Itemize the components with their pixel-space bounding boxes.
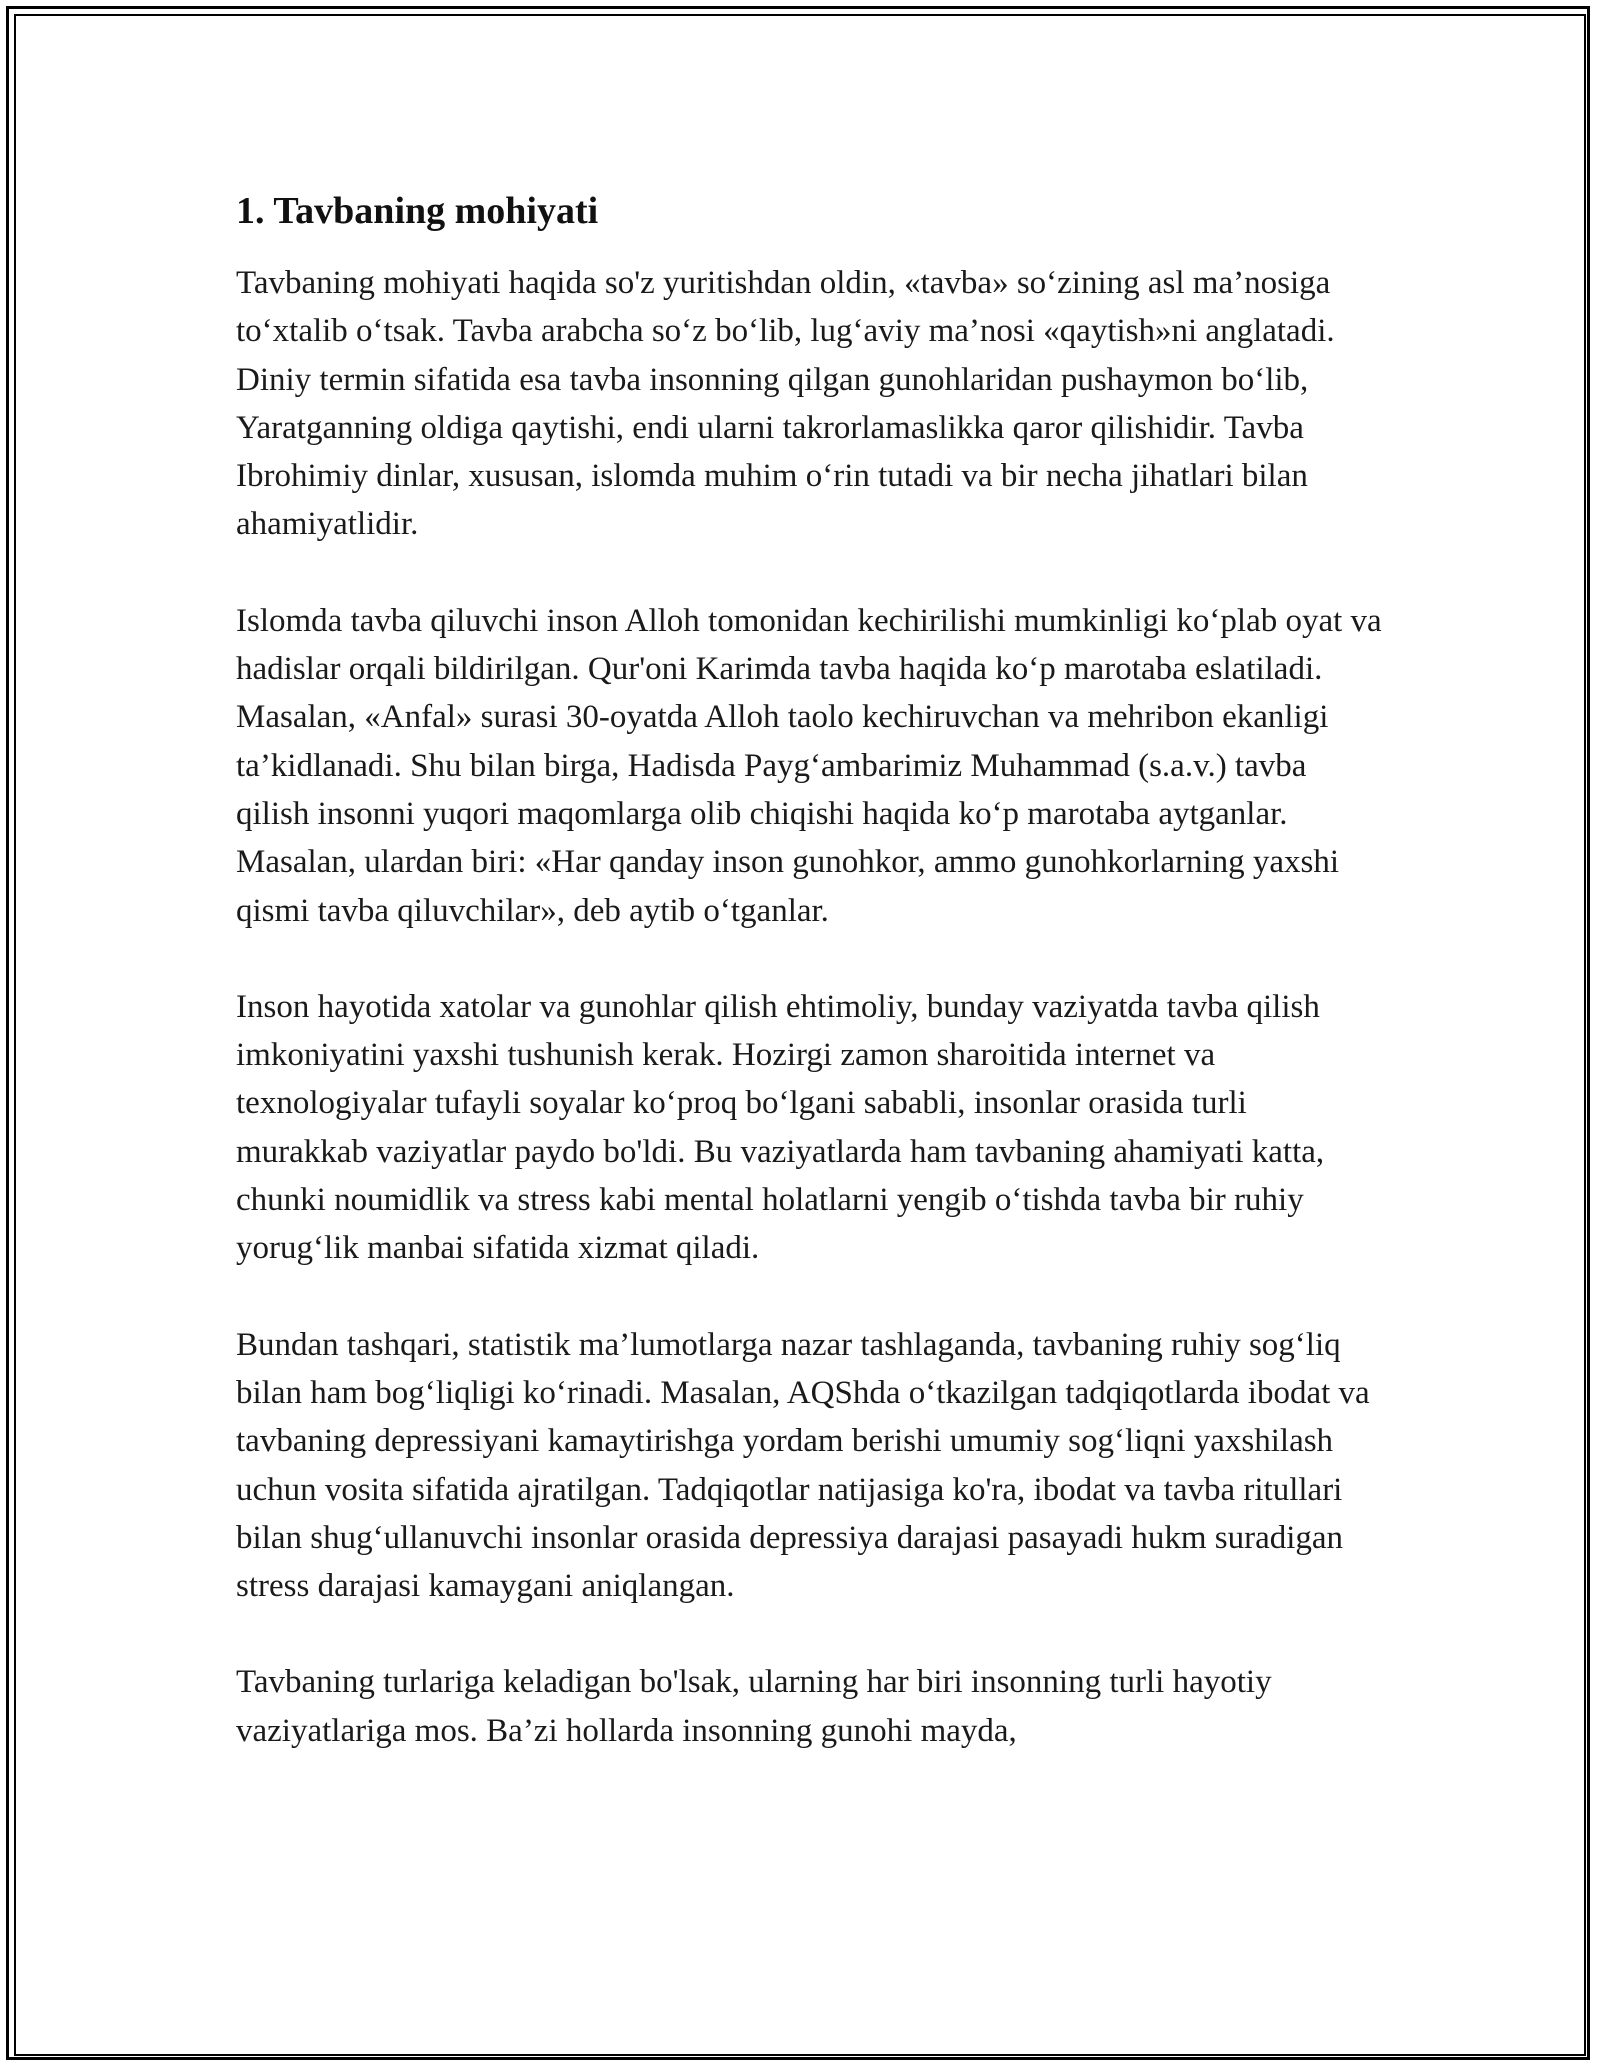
paragraph-2: Islomda tavba qiluvchi inson Alloh tomonidan kechirilishi mumkinligi ko‘plab oyat va hadislar orqali bildirilgan. Qur'oni Karimda tavba haqida ko‘p marotaba eslatiladi. Masalan, «Anfal» surasi 30-oyatda Alloh taolo kechiruvchan va mehribon ekanligi ta’kidlanadi. Shu bilan birga, Hadisda Payg‘ambarimiz Muhammad (s.a.v.) tavba qilish insonni yuqori maqomlarga olib chiqishi haqida ko‘p marotaba aytganlar. Masalan, ulardan biri: «Har qanday inson gunohkor, ammo gunohkorlarning yaxshi qismi tavba qiluvchilar», deb aytib o‘tganlar.: [236, 602, 1382, 929]
paragraph-5: Tavbaning turlariga keladigan bo'lsak, ularning har biri insonning turli hayotiy vaziyatlariga mos. Ba’zi hollarda insonning gunohi mayda,: [236, 1664, 1272, 1749]
document-body: [236, 185, 1386, 1803]
paragraph-1: Tavbaning mohiyati haqida so'z yuritishdan oldin, «tavba» so‘zining asl ma’nosiga to‘xtalib o‘tsak. Tavba arabcha so‘z bo‘lib, lug‘aviy ma’nosi «qaytish»ni anglatadi. Diniy termin sifatida esa tavba insonning qilgan gunohlaridan pushaymon bo‘lib, Yaratganning oldiga qaytishi, endi ularni takrorlamaslikka qaror qilishidir. Tavba Ibrohimiy dinlar, xususan, islomda muhim o‘rin tutadi va bir necha jihatlari bilan ahamiyatlidir.: [236, 265, 1335, 543]
paragraph-4: Bundan tashqari, statistik ma’lumotlarga nazar tashlaganda, tavbaning ruhiy sog‘liq bilan ham bog‘liqligi ko‘rinadi. Masalan, AQShda o‘tkazilgan tadqiqotlarda ibodat va tavbaning depressiyani kamaytirishga yordam berishi umumiy sog‘liqni yaxshilash uchun vosita sifatida ajratilgan. Tadqiqotlar natijasiga ko'ra, ibodat va tavba ritullari bilan shug‘ullanuvchi insonlar orasida depressiya darajasi pasayadi hukm suradigan stress darajasi kamaygani aniqlangan.: [236, 1326, 1370, 1605]
paragraph-3: Inson hayotida xatolar va gunohlar qilish ehtimoliy, bunday vaziyatda tavba qilish imkoniyatini yaxshi tushunish kerak. Hozirgi zamon sharoitida internet va texnologiyalar tufayli soyalar ko‘proq bo‘lgani sababli, insonlar orasida turli murakkab vaziyatlar paydo bo'ldi. Bu vaziyatlarda ham tavbaning ahamiyati katta, chunki noumidlik va stress kabi mental holatlarni yengib o‘tishda tavba bir ruhiy yorug‘lik manbai sifatida xizmat qiladi.: [236, 988, 1325, 1267]
section-heading: 1. Tavbaning mohiyati: [236, 190, 599, 232]
